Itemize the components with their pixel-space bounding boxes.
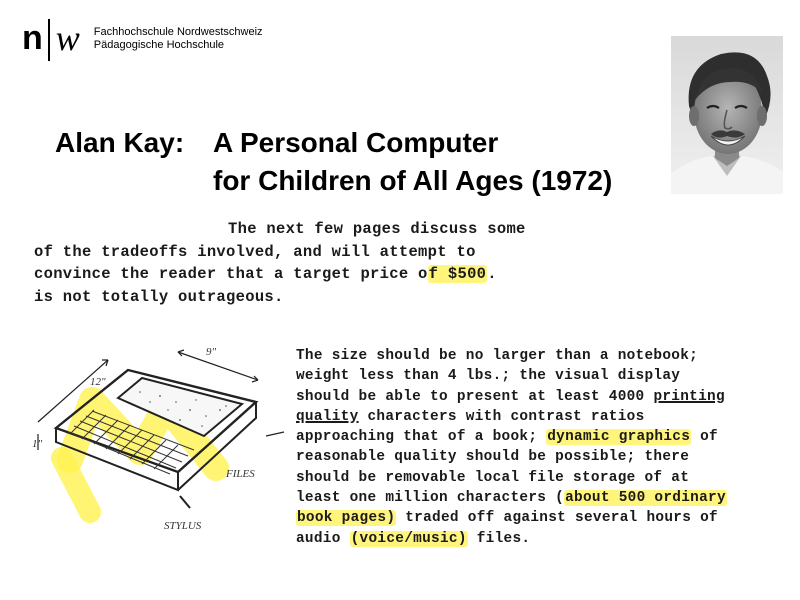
institution-line-2: Pädagogische Hochschule	[93, 39, 225, 51]
quote-price	[34, 218, 526, 308]
quote-specs	[296, 346, 727, 549]
quote-specs-line-9-text: traded off against several hours of	[396, 510, 718, 527]
sketch-label-stylus: STYLUS	[164, 520, 202, 532]
quote-specs-line-7: should be removable local file storage of at	[296, 469, 690, 486]
quote-specs-line-3-text: should be able to present at least 4000	[296, 388, 654, 405]
printing-underline: printing	[653, 388, 725, 405]
logo-w: w	[55, 18, 80, 58]
quality-underline: quality	[296, 408, 359, 425]
quote-price-line-1: The next few pages discuss some	[228, 220, 526, 238]
sketch-label-left: 1"	[32, 438, 43, 450]
quote-specs-line-8-text: least one million characters (	[296, 490, 565, 507]
sketch-label-top: 9"	[206, 346, 217, 358]
quote-price-line-4: is not totally outrageous.	[34, 287, 284, 306]
title-line-1	[55, 124, 612, 162]
dynamic-graphics-highlight: dynamic graphics	[547, 429, 691, 446]
quote-specs-line-10-end: files.	[467, 530, 531, 547]
portrait-icon	[671, 36, 783, 194]
quote-specs-line-2: weight less than 4 lbs.; the visual display	[296, 368, 681, 385]
quote-specs-line-5-text: approaching that of a book;	[296, 429, 547, 446]
logo-mark	[22, 18, 80, 62]
dynabook-sketch-icon	[30, 340, 292, 535]
logo-n: n	[22, 19, 43, 57]
title-line-2: for Children of All Ages (1972)	[213, 165, 613, 196]
institution-logo	[22, 18, 263, 62]
quote-specs-line-9	[296, 508, 727, 528]
quote-specs-line-8	[296, 488, 727, 508]
voice-music-highlight: (voice/music)	[350, 530, 467, 547]
institution-name	[94, 26, 263, 52]
quote-specs-line-4-text: characters with contrast ratios	[358, 408, 645, 425]
book-pages-highlight-1: about 500 ordinary	[565, 490, 726, 507]
title-prefix: Alan Kay:	[55, 127, 185, 158]
quote-specs-line-6: reasonable quality should be possible; there	[296, 449, 690, 466]
quote-price-line-2: of the tradeoffs involved, and will attempt to	[34, 242, 476, 261]
quote-specs-line-10-text: audio	[296, 530, 350, 547]
quote-specs-line-4	[296, 407, 727, 427]
slide-title	[55, 124, 612, 200]
quote-price-line-3	[34, 263, 526, 286]
quote-specs-line-10	[296, 529, 727, 549]
logo-divider	[48, 19, 50, 61]
sketch-label-side: 12"	[90, 376, 106, 388]
institution-line-1: Fachhochschule Nordwestschweiz	[93, 26, 263, 38]
quote-specs-line-3	[296, 387, 727, 407]
dynabook-sketch	[30, 340, 292, 535]
quote-specs-line-1: The size should be no larger than a notebook;	[296, 348, 699, 364]
book-pages-highlight-2: book pages)	[297, 510, 396, 527]
portrait-photo	[671, 36, 783, 194]
sketch-label-files: FILES	[226, 468, 255, 480]
quote-specs-line-5-end: of	[691, 429, 718, 446]
quote-price-line-3-text: convince the reader that a target price o	[34, 265, 428, 283]
quote-specs-line-5	[296, 427, 727, 447]
quote-price-line-3-end: .	[487, 265, 497, 283]
title-line-1-text: A Personal Computer	[213, 127, 499, 158]
price-highlight: f $500	[428, 265, 487, 283]
